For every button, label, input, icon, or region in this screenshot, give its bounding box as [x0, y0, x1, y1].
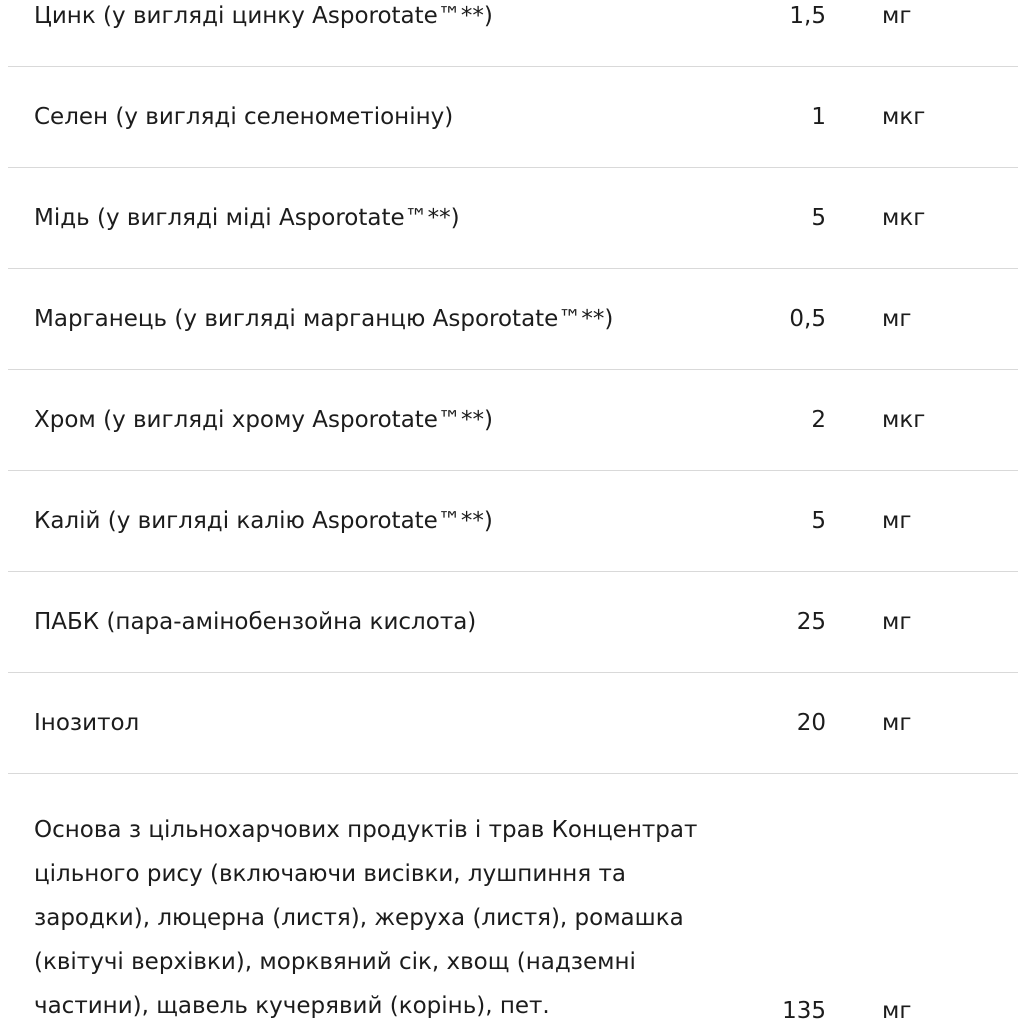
table-row: [8, 67, 1018, 168]
ingredient-name: Селен (у вигляді селенометіоніну): [34, 104, 454, 130]
ingredient-name: Інозитол: [34, 710, 140, 736]
table-row: [8, 572, 1018, 673]
table-row: [8, 774, 1018, 1034]
ingredient-name: Цинк (у вигляді цинку Asporotate™**): [34, 3, 493, 29]
ingredient-unit: мг: [882, 508, 912, 534]
ingredient-amount: 2: [811, 407, 826, 433]
ingredient-name: Калій (у вигляді калію Asporotate™**): [34, 508, 493, 534]
ingredient-unit: мг: [882, 306, 912, 332]
ingredient-unit: мкг: [882, 205, 926, 231]
table-row: [8, 0, 1018, 67]
ingredient-unit: мг: [882, 3, 912, 29]
table-row: [8, 269, 1018, 370]
ingredient-amount: 1,5: [789, 3, 826, 29]
ingredient-unit: мг: [882, 710, 912, 736]
table-row: [8, 673, 1018, 774]
ingredient-name: Хром (у вигляді хрому Asporotate™**): [34, 407, 493, 433]
ingredient-name: Мідь (у вигляді міді Asporotate™**): [34, 205, 460, 231]
ingredient-unit: мг: [882, 609, 912, 635]
ingredient-amount: 135: [782, 998, 826, 1024]
ingredient-unit: мкг: [882, 407, 926, 433]
ingredient-amount: 5: [811, 205, 826, 231]
ingredient-amount: 0,5: [789, 306, 826, 332]
nutrition-table: [8, 0, 1018, 1034]
table-row: [8, 168, 1018, 269]
ingredient-amount: 25: [796, 609, 826, 635]
ingredient-unit: мкг: [882, 104, 926, 130]
ingredient-name: ПАБК (пара-амінобензойна кислота): [34, 609, 477, 635]
ingredient-name: Марганець (у вигляді марганцю Asporotate™**): [34, 306, 614, 332]
table-row: [8, 471, 1018, 572]
ingredient-amount: 5: [811, 508, 826, 534]
ingredient-amount: 20: [796, 710, 826, 736]
ingredient-unit: мг: [882, 998, 912, 1024]
ingredient-amount: 1: [811, 104, 826, 130]
ingredient-name: Основа з цільнохарчових продуктів і трав Концентрат цільного рису (включаючи висівки, лушпиння та зародки), люцерна (листя), жеруха (листя), ромашка (квітучі верхівки), морквяний сік, хвощ (надземні частини), щавель кучерявий (корінь), пет.: [34, 817, 698, 1019]
table-row: [8, 370, 1018, 471]
